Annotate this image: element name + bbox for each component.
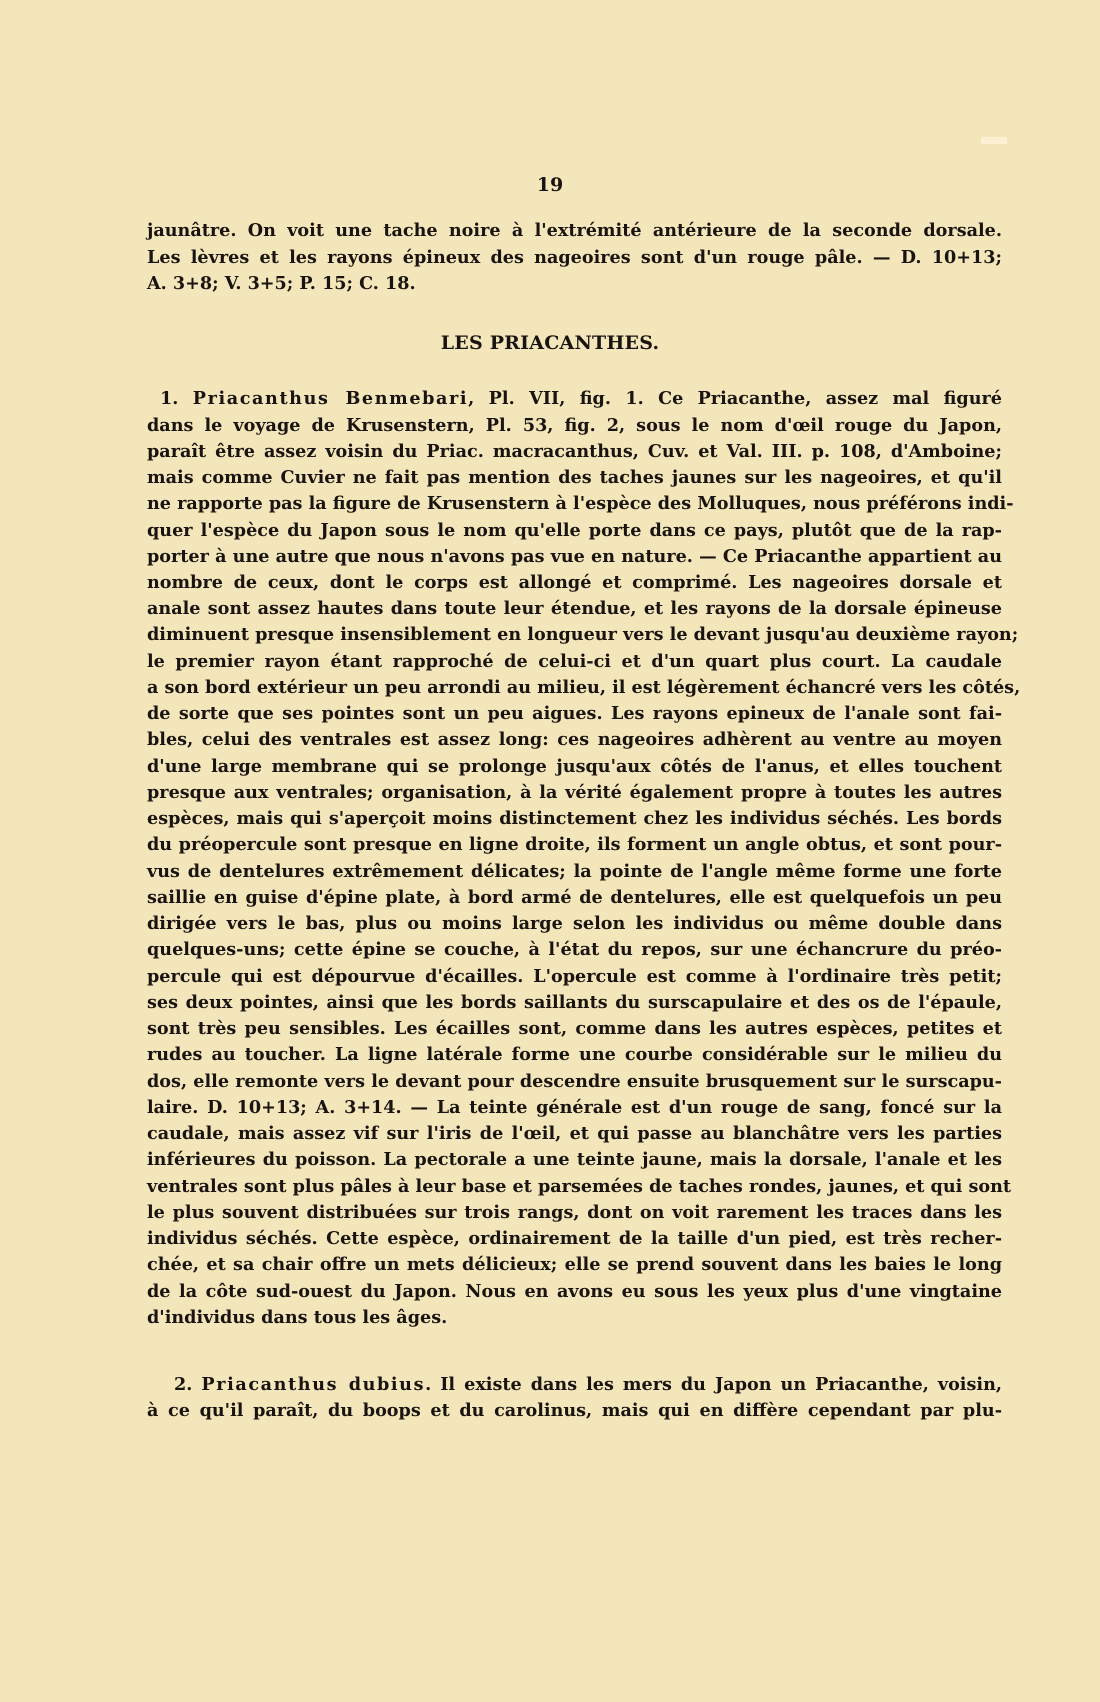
text-line: ses deux pointes, ainsi que les bords saillants du surscapulaire et des os de l'épaule, <box>147 992 1002 1013</box>
section-heading: LES PRIACANTHES. <box>440 332 660 354</box>
text-line: anale sont assez hautes dans toute leur étendue, et les rayons de la dorsale épineuse <box>147 598 1002 619</box>
text-line: quer l'espèce du Japon sous le nom qu'elle porte dans ce pays, plutôt que de la rap- <box>147 520 1002 541</box>
text-line: sont très peu sensibles. Les écailles sont, comme dans les autres espèces, petites et <box>147 1018 1002 1039</box>
scan-artifact <box>981 137 1007 144</box>
text-line: espèces, mais qui s'aperçoit moins distinctement chez les individus séchés. Les bords <box>147 808 1002 829</box>
text-line: dirigée vers le bas, plus ou moins large selon les individus ou même double dans <box>147 913 1002 934</box>
text-line: ventrales sont plus pâles à leur base et parsemées de taches rondes, jaunes, et qui sont <box>147 1176 1012 1197</box>
text-line: mais comme Cuvier ne fait pas mention des taches jaunes sur les nageoires, et qu'il <box>147 467 1002 488</box>
text-line: laire. D. 10+13; A. 3+14. — La teinte générale est d'un rouge de sang, foncé sur la <box>147 1097 1002 1118</box>
species-name: Priacanthus dubius <box>201 1374 426 1395</box>
text-line: diminuent presque insensiblement en longueur vers le devant jusqu'au deuxième rayon; <box>147 624 1019 645</box>
text-line: de sorte que ses pointes sont un peu aigues. Les rayons epineux de l'anale sont fai- <box>147 703 1002 724</box>
text-line: percule qui est dépourvue d'écailles. L'opercule est comme à l'ordinaire très petit; <box>147 966 1002 987</box>
species-entry-first-line <box>160 388 1002 410</box>
species-number: 1. <box>160 388 179 409</box>
species-entry-first-line <box>174 1374 1002 1396</box>
text-line: à ce qu'il paraît, du boops et du carolinus, mais qui en diffère cependant par plu- <box>147 1400 1002 1421</box>
text-line: Les lèvres et les rayons épineux des nageoires sont d'un rouge pâle. — D. 10+13; <box>147 247 1002 268</box>
text-line: nombre de ceux, dont le corps est allongé et comprimé. Les nageoires dorsale et <box>147 572 1002 593</box>
text-line: individus séchés. Cette espèce, ordinairement de la taille d'un pied, est très recher- <box>147 1228 1002 1249</box>
text-line: A. 3+8; V. 3+5; P. 15; C. 18. <box>147 273 416 294</box>
text-line: de la côte sud-ouest du Japon. Nous en avons eu sous les yeux plus d'une vingtaine <box>147 1281 1002 1302</box>
text-line: quelques-uns; cette épine se couche, à l'état du repos, sur une échancrure du préo- <box>147 939 1002 960</box>
species-name: Priacanthus Benmebari <box>192 388 469 409</box>
text-line: inférieures du poisson. La pectorale a une teinte jaune, mais la dorsale, l'anale et les <box>147 1149 1002 1170</box>
text-line: dans le voyage de Krusenstern, Pl. 53, fig. 2, sous le nom d'œil rouge du Japon, <box>147 415 1002 436</box>
species-first-line-text: , Pl. VII, fig. 1. Ce Priacanthe, assez mal figuré <box>468 388 1002 409</box>
text-line: du préopercule sont presque en ligne droite, ils forment un angle obtus, et sont pour- <box>147 834 1002 855</box>
text-line: a son bord extérieur un peu arrondi au milieu, il est légèrement échancré vers les côtés, <box>147 677 1021 698</box>
text-line: d'individus dans tous les âges. <box>147 1307 448 1328</box>
text-line: rudes au toucher. La ligne latérale forme une courbe considérable sur le milieu du <box>147 1044 1002 1065</box>
text-line: le plus souvent distribuées sur trois rangs, dont on voit rarement les traces dans les <box>147 1202 1002 1223</box>
species-first-line-text: . Il existe dans les mers du Japon un Priacanthe, voisin, <box>425 1374 1002 1395</box>
text-line: caudale, mais assez vif sur l'iris de l'œil, et qui passe au blanchâtre vers les parties <box>147 1123 1002 1144</box>
text-line: saillie en guise d'épine plate, à bord armé de dentelures, elle est quelquefois un peu <box>147 887 1002 908</box>
text-line: bles, celui des ventrales est assez long: ces nageoires adhèrent au ventre au moyen <box>147 729 1002 750</box>
text-line: jaunâtre. On voit une tache noire à l'extrémité antérieure de la seconde dorsale. <box>147 220 1002 241</box>
text-line: vus de dentelures extrêmement délicates; la pointe de l'angle même forme une forte <box>147 861 1002 882</box>
page-number: 19 <box>536 174 564 196</box>
text-line: ne rapporte pas la figure de Krusenstern à l'espèce des Molluques, nous préférons indi- <box>147 493 1014 514</box>
text-line: le premier rayon étant rapproché de celui-ci et d'un quart plus court. La caudale <box>147 651 1002 672</box>
text-line: porter à une autre que nous n'avons pas vue en nature. — Ce Priacanthe appartient au <box>147 546 1002 567</box>
text-line: paraît être assez voisin du Priac. macracanthus, Cuv. et Val. III. p. 108, d'Amboine; <box>147 441 1002 462</box>
text-line: d'une large membrane qui se prolonge jusqu'aux côtés de l'anus, et elles touchent <box>147 756 1002 777</box>
text-line: dos, elle remonte vers le devant pour descendre ensuite brusquement sur le surscapu- <box>147 1071 1002 1092</box>
species-number: 2. <box>174 1374 193 1395</box>
text-line: presque aux ventrales; organisation, à la vérité également propre à toutes les autres <box>147 782 1002 803</box>
text-line: chée, et sa chair offre un mets délicieux; elle se prend souvent dans les baies le long <box>147 1254 1002 1275</box>
